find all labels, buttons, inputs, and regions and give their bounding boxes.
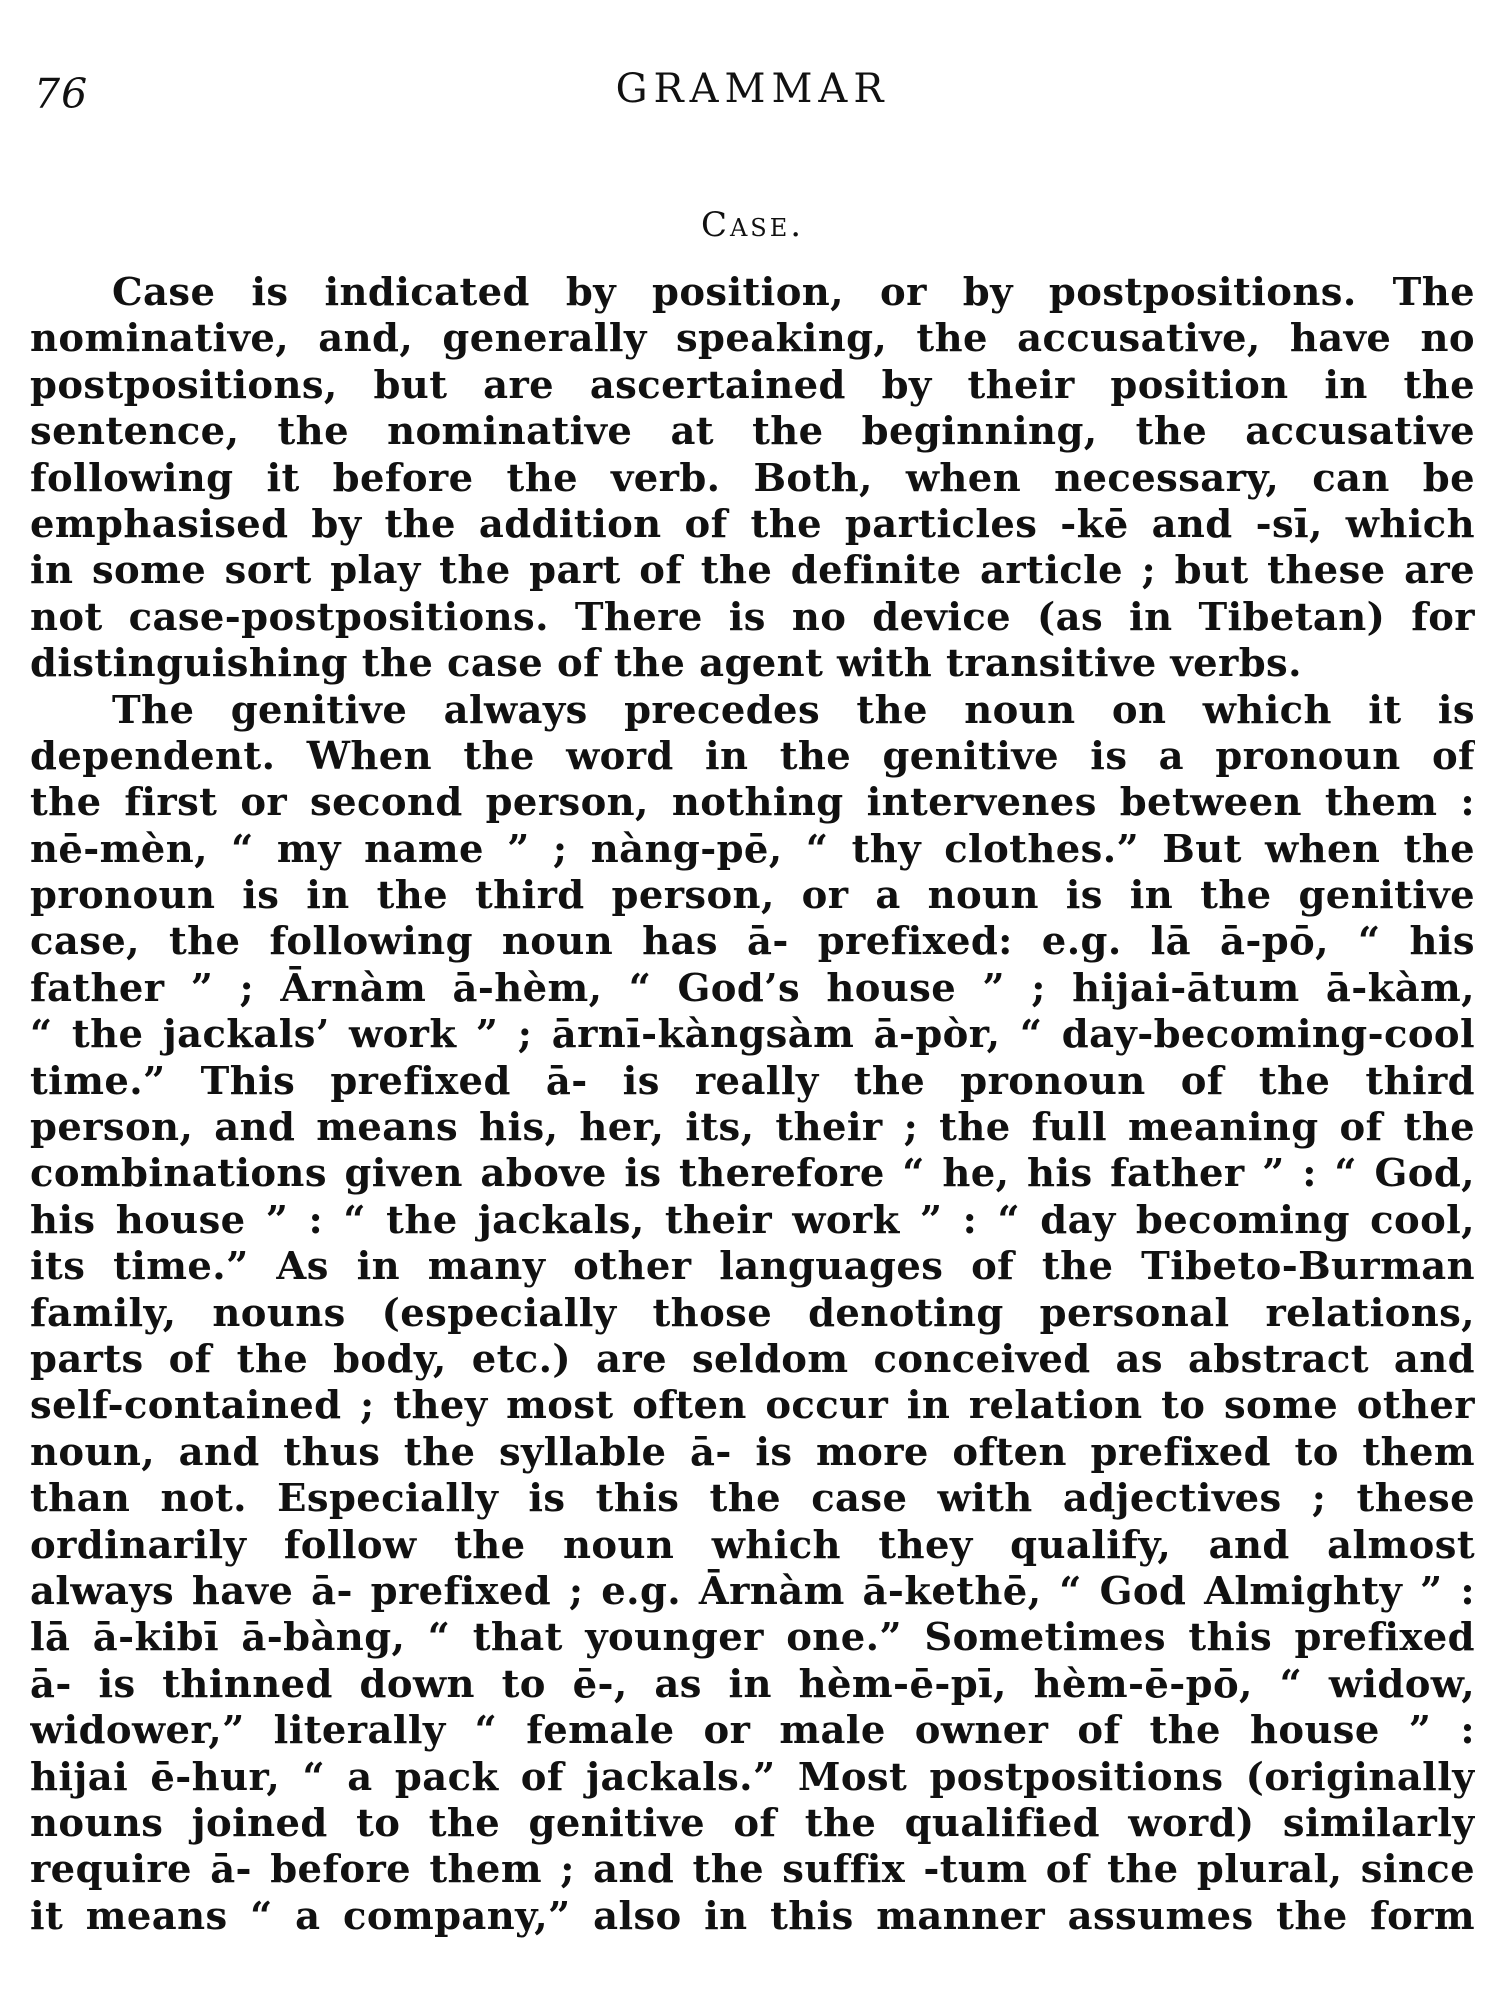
text-line: the first or second person, nothing intervenes between them : [30,780,1475,826]
text-line: following it before the verb. Both, when necessary, can be [30,455,1475,501]
text-line: ordinarily follow the noun which they qualify, and almost [30,1522,1475,1568]
text-line: hijai ē-hur, “ a pack of jackals.” Most postpositions (originally [30,1754,1475,1800]
page-number: 76 [34,70,89,118]
text-line: Case is indicated by position, or by postpositions. The [112,270,1475,315]
running-title: GRAMMAR [615,66,890,112]
text-line: “ the jackals’ work ” ; ārnī-kàngsàm ā-pòr, “ day-becoming-cool [30,1012,1475,1058]
text-line: distinguishing the case of the agent with transitive verbs. [30,641,1302,687]
text-line: it means “ a company,” also in this manner assumes the form [30,1893,1475,1939]
text-line: combinations given above is therefore “ he, his father ” : “ God, [30,1151,1475,1197]
text-line: family, nouns (especially those denoting personal relations, [30,1290,1475,1336]
book-page [30,0,1475,2000]
text-line: father ” ; Ārnàm ā-hèm, “ God’s house ” ; hijai-ātum ā-kàm, [30,965,1475,1011]
text-line: than not. Especially is this the case with adjectives ; these [30,1476,1475,1522]
text-line: self-contained ; they most often occur in relation to some other [30,1383,1475,1429]
text-line: ā- is thinned down to ē-, as in hèm-ē-pī, hèm-ē-pō, “ widow, [30,1661,1475,1707]
text-line: postpositions, but are ascertained by their position in the [30,362,1475,408]
text-line: The genitive always precedes the noun on which it is [112,687,1475,733]
text-line: pronoun is in the third person, or a noun is in the genitive [30,873,1475,919]
text-line: emphasised by the addition of the particles -kē and -sī, which [30,501,1475,547]
text-line: parts of the body, etc.) are seldom conceived as abstract and [30,1336,1475,1382]
text-line: sentence, the nominative at the beginning, the accusative [30,409,1475,455]
text-line: always have ā- prefixed ; e.g. Ārnàm ā-kethē, “ God Almighty ” : [30,1568,1475,1614]
text-line: lā ā-kibī ā-bàng, “ that younger one.” Sometimes this prefixed [30,1615,1475,1661]
text-line: dependent. When the word in the genitive is a pronoun of [30,733,1475,779]
text-line: in some sort play the part of the definite article ; but these are [30,548,1475,594]
text-line: his house ” : “ the jackals, their work ” : “ day becoming cool, [30,1197,1475,1243]
text-line: nē-mèn, “ my name ” ; nàng-pē, “ thy clothes.” But when the [30,826,1475,872]
text-line: require ā- before them ; and the suffix -tum of the plural, since [30,1847,1475,1893]
text-line: nominative, and, generally speaking, the accusative, have no [30,316,1475,362]
section-heading: Case. [700,205,805,245]
text-line: noun, and thus the syllable ā- is more often prefixed to them [30,1429,1475,1475]
text-line: nouns joined to the genitive of the qualified word) similarly [30,1800,1475,1846]
text-line: its time.” As in many other languages of the Tibeto-Burman [30,1244,1475,1290]
text-line: not case-postpositions. There is no device (as in Tibetan) for [30,594,1475,640]
text-line: widower,” literally “ female or male owner of the house ” : [30,1708,1475,1754]
text-line: time.” This prefixed ā- is really the pronoun of the third [30,1058,1475,1104]
text-line: person, and means his, her, its, their ; the full meaning of the [30,1105,1475,1151]
text-line: case, the following noun has ā- prefixed: e.g. lā ā-pō, “ his [30,919,1475,965]
body-text [30,270,1475,1940]
